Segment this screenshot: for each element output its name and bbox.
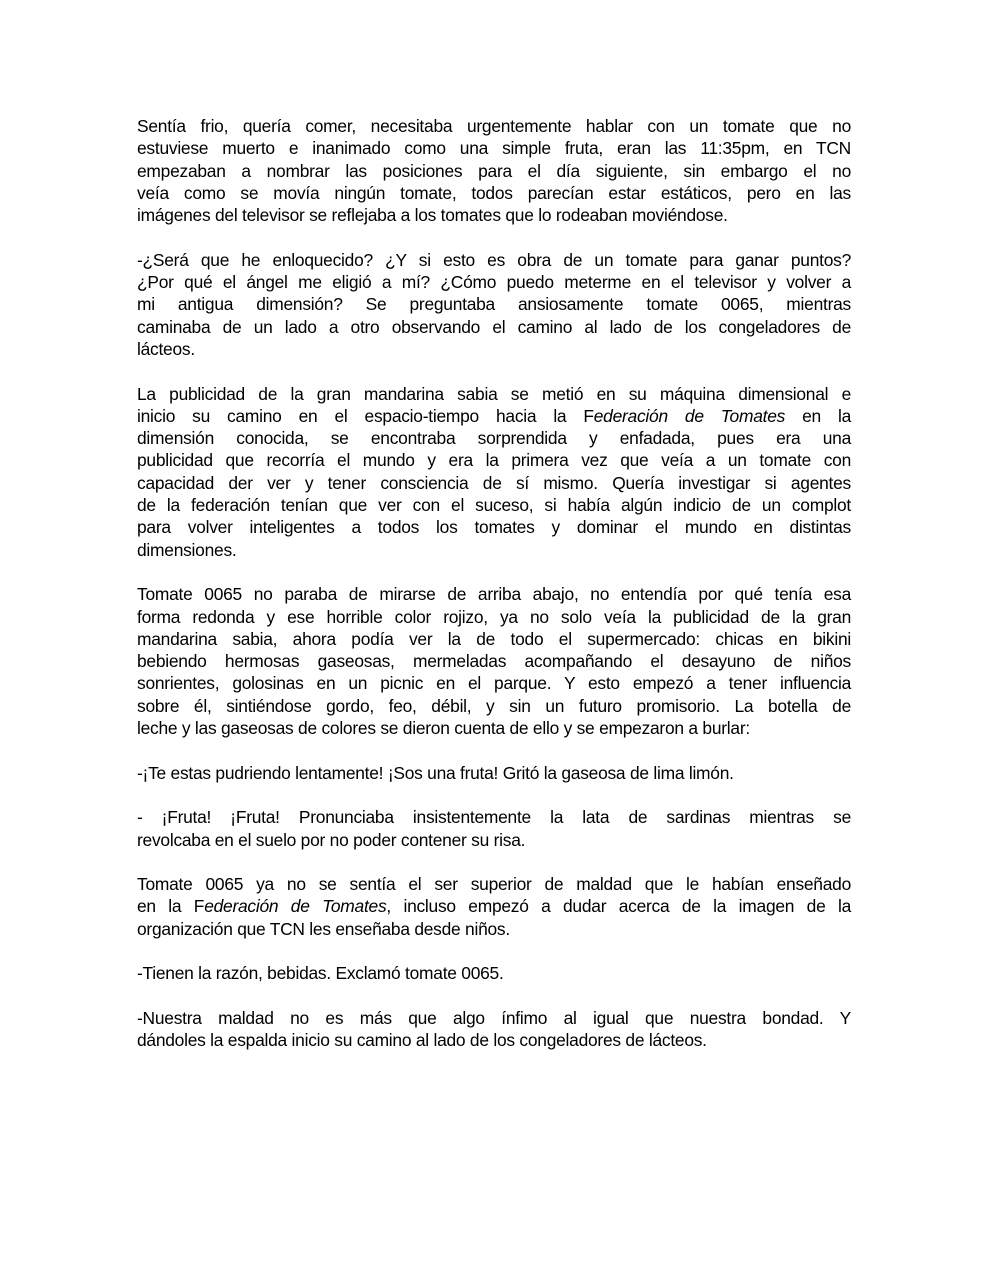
text-segment: Tomate 0065 no paraba de mirarse de arriba abajo, no entendía por qué tenía esa <box>137 584 851 605</box>
text-segment: veía como se movía ningún tomate, todos parecían estar estáticos, pero en las <box>137 182 851 203</box>
text-segment: sobre él, sintiéndose gordo, feo, débil, y sin un futuro promisorio. La botella de <box>137 695 851 716</box>
text-line <box>137 427 851 449</box>
text-line <box>137 873 851 895</box>
text-line <box>137 606 851 628</box>
text-line <box>137 249 851 271</box>
paragraph <box>137 806 851 851</box>
italic-text: ederación de Tomates <box>204 896 387 917</box>
paragraph <box>137 383 851 561</box>
text-segment: mi antigua dimensión? Se preguntaba ansiosamente tomate 0065, mientras <box>137 294 851 315</box>
text-line <box>137 895 851 917</box>
text-segment: La publicidad de la gran mandarina sabia se metió en su máquina dimensional e <box>137 383 851 404</box>
text-segment: dándoles la espalda inicio su camino al lado de los congeladores de lácteos. <box>137 1030 707 1051</box>
text-line <box>137 962 851 984</box>
text-line <box>137 1029 851 1051</box>
paragraph <box>137 1007 851 1052</box>
text-segment: -¡Te estas pudriendo lentamente! ¡Sos una fruta! Gritó la gaseosa de lima limón. <box>137 762 734 783</box>
text-segment: inicio su camino en el espacio-tiempo hacia la F <box>137 405 594 426</box>
text-line <box>137 806 851 828</box>
text-segment: -Tienen la razón, bebidas. Exclamó tomate 0065. <box>137 963 504 984</box>
text-segment: - ¡Fruta! ¡Fruta! Pronunciaba insistentemente la lata de sardinas mientras se <box>137 807 851 828</box>
paragraph <box>137 249 851 360</box>
text-line <box>137 516 851 538</box>
text-line <box>137 449 851 471</box>
text-segment: de la federación tenían que ver con el suceso, si había algún indicio de un complot <box>137 495 851 516</box>
text-line <box>137 672 851 694</box>
paragraph <box>137 873 851 940</box>
text-line <box>137 383 851 405</box>
text-segment: para volver inteligentes a todos los tomates y dominar el mundo en distintas <box>137 517 851 538</box>
text-segment: organización que TCN les enseñaba desde niños. <box>137 918 510 939</box>
text-segment: leche y las gaseosas de colores se dieron cuenta de ello y se empezaron a burlar: <box>137 718 750 739</box>
text-segment: caminaba de un lado a otro observando el camino al lado de los congeladores de <box>137 316 851 337</box>
text-line <box>137 717 851 739</box>
text-segment: , incluso empezó a dudar acerca de la imagen de la <box>386 896 852 917</box>
text-segment: bebiendo hermosas gaseosas, mermeladas acompañando el desayuno de niños <box>137 651 851 672</box>
text-segment: Sentía frio, quería comer, necesitaba urgentemente hablar con un tomate que no <box>137 116 851 136</box>
text-line <box>137 695 851 717</box>
text-segment: estuviese muerto e inanimado como una simple fruta, eran las 11:35pm, en TCN <box>137 138 851 159</box>
text-segment: ¿Por qué el ángel me eligió a mí? ¿Cómo puedo meterme en el televisor y volver a <box>137 272 851 293</box>
text-segment: capacidad der ver y tener consciencia de sí mismo. Quería investigar si agentes <box>137 472 851 493</box>
text-line <box>137 338 851 360</box>
text-segment: mandarina sabia, ahora podía ver la de todo el supermercado: chicas en bikini <box>137 628 851 649</box>
text-line <box>137 160 851 182</box>
text-segment: -¿Será que he enloquecido? ¿Y si esto es obra de un tomate para ganar puntos? <box>137 249 851 270</box>
italic-text: ederación de Tomates <box>593 405 786 426</box>
text-segment: sonrientes, golosinas en un picnic en el parque. Y esto empezó a tener influencia <box>137 673 851 694</box>
text-segment: imágenes del televisor se reflejaba a los tomates que lo rodeaban moviéndose. <box>137 205 728 226</box>
text-segment: dimensión conocida, se encontraba sorprendida y enfadada, pues era una <box>137 428 851 449</box>
text-line <box>137 316 851 338</box>
text-segment: lácteos. <box>137 338 195 359</box>
text-line <box>137 204 851 226</box>
text-segment: en la F <box>137 896 205 917</box>
text-line <box>137 918 851 940</box>
text-segment: dimensiones. <box>137 539 237 560</box>
text-segment: publicidad que recorría el mundo y era la primera vez que veía a un tomate con <box>137 450 851 471</box>
text-line <box>137 1007 851 1029</box>
text-line <box>137 115 851 137</box>
text-line <box>137 539 851 561</box>
text-segment: forma redonda y ese horrible color rojizo, ya no solo veía la publicidad de la gran <box>137 606 851 627</box>
text-line <box>137 472 851 494</box>
paragraph <box>137 962 851 984</box>
text-line <box>137 650 851 672</box>
text-line <box>137 182 851 204</box>
paragraph <box>137 583 851 739</box>
text-line <box>137 494 851 516</box>
text-segment: -Nuestra maldad no es más que algo ínfimo al igual que nuestra bondad. Y <box>137 1007 851 1028</box>
text-segment: revolcaba en el suelo por no poder contener su risa. <box>137 829 526 850</box>
text-line <box>137 405 851 427</box>
text-line <box>137 829 851 851</box>
text-line <box>137 293 851 315</box>
document-page <box>137 115 851 1074</box>
text-segment: empezaban a nombrar las posiciones para el día siguiente, sin embargo el no <box>137 160 851 181</box>
text-line <box>137 271 851 293</box>
text-segment: en la <box>785 405 851 426</box>
paragraph <box>137 115 851 226</box>
text-line <box>137 583 851 605</box>
text-line <box>137 137 851 159</box>
text-line <box>137 628 851 650</box>
text-segment: Tomate 0065 ya no se sentía el ser superior de maldad que le habían enseñado <box>137 874 851 895</box>
paragraph <box>137 762 851 784</box>
text-line <box>137 762 851 784</box>
